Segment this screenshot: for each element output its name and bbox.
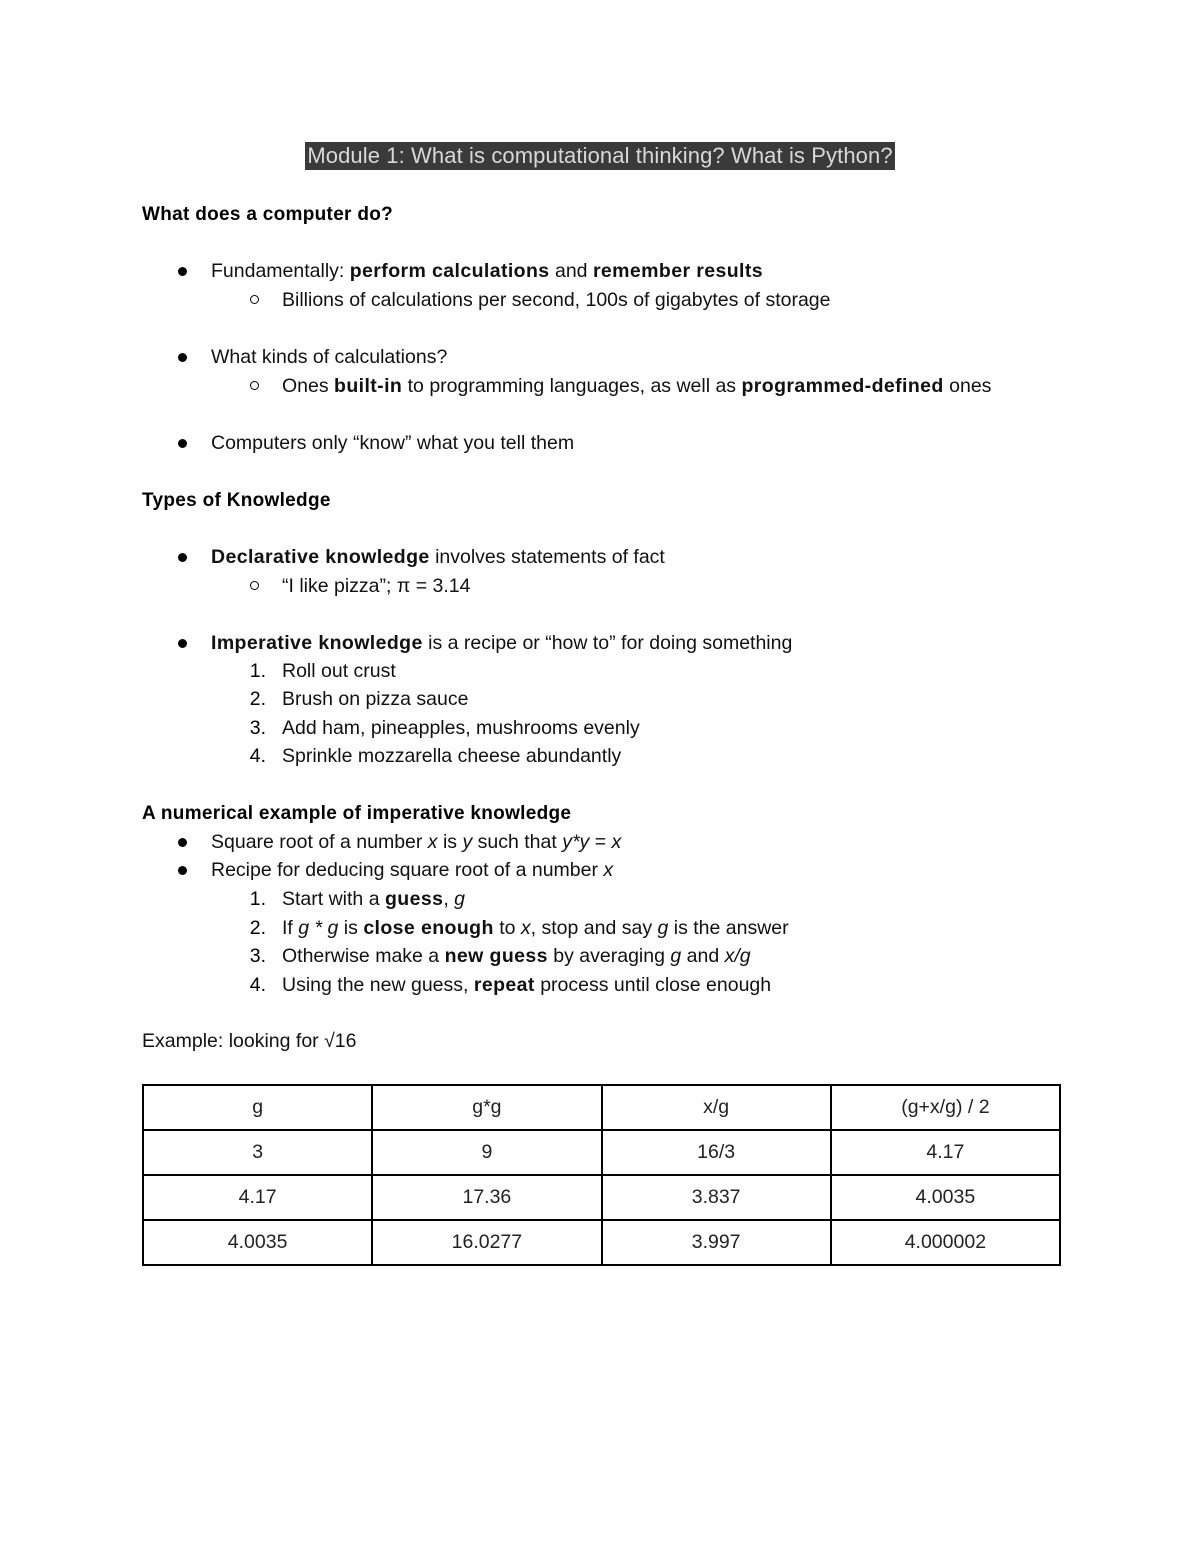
list-item: Add ham, pineapples, mushrooms evenly — [282, 717, 640, 739]
list-item: Billions of calculations per second, 100s of gigabytes of storage — [282, 289, 831, 311]
table-cell: 16/3 — [602, 1130, 831, 1175]
bullet-icon — [178, 838, 187, 847]
bullet-icon — [178, 353, 187, 362]
list-item: Roll out crust — [282, 660, 396, 682]
list-item: Square root of a number x is y such that y*y = x — [211, 831, 622, 853]
table-cell: 17.36 — [372, 1175, 601, 1220]
list-item: Brush on pizza sauce — [282, 688, 469, 710]
step-number: 3. — [249, 717, 266, 739]
list-item: Start with a guess, g — [282, 888, 466, 910]
section-heading-computer: What does a computer do? — [142, 204, 394, 225]
page-title: Module 1: What is computational thinking? What is Python? — [307, 143, 893, 168]
table-row — [143, 1220, 1060, 1265]
example-label: Example: looking for √16 — [142, 1030, 357, 1052]
step-number: 2. — [249, 688, 266, 710]
step-number: 2. — [249, 917, 266, 939]
list-item: Declarative knowledge involves statements of fact — [211, 546, 665, 568]
table-cell: 4.0035 — [143, 1220, 372, 1265]
table-cell: 4.17 — [143, 1175, 372, 1220]
table-header-cell: g*g — [372, 1085, 601, 1130]
table-header-cell: g — [143, 1085, 372, 1130]
list-item: Using the new guess, repeat process until close enough — [282, 974, 772, 996]
table-cell: 4.17 — [831, 1130, 1060, 1175]
table-cell: 3.997 — [602, 1220, 831, 1265]
list-item: Fundamentally: perform calculations and remember results — [211, 260, 764, 282]
sub-bullet-icon — [250, 581, 259, 590]
table-cell: 3 — [143, 1130, 372, 1175]
sqrt-table — [142, 1084, 1061, 1266]
table-cell: 16.0277 — [372, 1220, 601, 1265]
table-row — [143, 1175, 1060, 1220]
bullet-icon — [178, 866, 187, 875]
section-heading-numerical: A numerical example of imperative knowledge — [142, 803, 572, 824]
bullet-icon — [178, 267, 187, 276]
list-item: Sprinkle mozzarella cheese abundantly — [282, 745, 622, 767]
step-number: 1. — [249, 888, 266, 910]
bullet-icon — [178, 639, 187, 648]
list-item: Ones built-in to programming languages, as well as programmed-defined ones — [282, 375, 992, 397]
table-header-row — [143, 1085, 1060, 1130]
sub-bullet-icon — [250, 381, 259, 390]
table-row — [143, 1130, 1060, 1175]
step-number: 4. — [249, 745, 266, 767]
table-header-cell: (g+x/g) / 2 — [831, 1085, 1060, 1130]
list-item: Imperative knowledge is a recipe or “how to” for doing something — [211, 632, 793, 654]
bullet-icon — [178, 439, 187, 448]
list-item: Computers only “know” what you tell them — [211, 432, 575, 454]
step-number: 3. — [249, 945, 266, 967]
sub-bullet-icon — [250, 295, 259, 304]
list-item: If g * g is close enough to x, stop and say g is the answer — [282, 917, 789, 939]
section-heading-knowledge: Types of Knowledge — [142, 490, 331, 511]
table-cell: 9 — [372, 1130, 601, 1175]
bullet-icon — [178, 553, 187, 562]
table-cell: 4.0035 — [831, 1175, 1060, 1220]
step-number: 4. — [249, 974, 266, 996]
list-item: What kinds of calculations? — [211, 346, 448, 368]
step-number: 1. — [249, 660, 266, 682]
table-cell: 3.837 — [602, 1175, 831, 1220]
table-cell: 4.000002 — [831, 1220, 1060, 1265]
table-header-cell: x/g — [602, 1085, 831, 1130]
list-item: Recipe for deducing square root of a number x — [211, 859, 614, 881]
list-item: Otherwise make a new guess by averaging g and x/g — [282, 945, 751, 967]
list-item: “I like pizza”; π = 3.14 — [282, 575, 471, 597]
